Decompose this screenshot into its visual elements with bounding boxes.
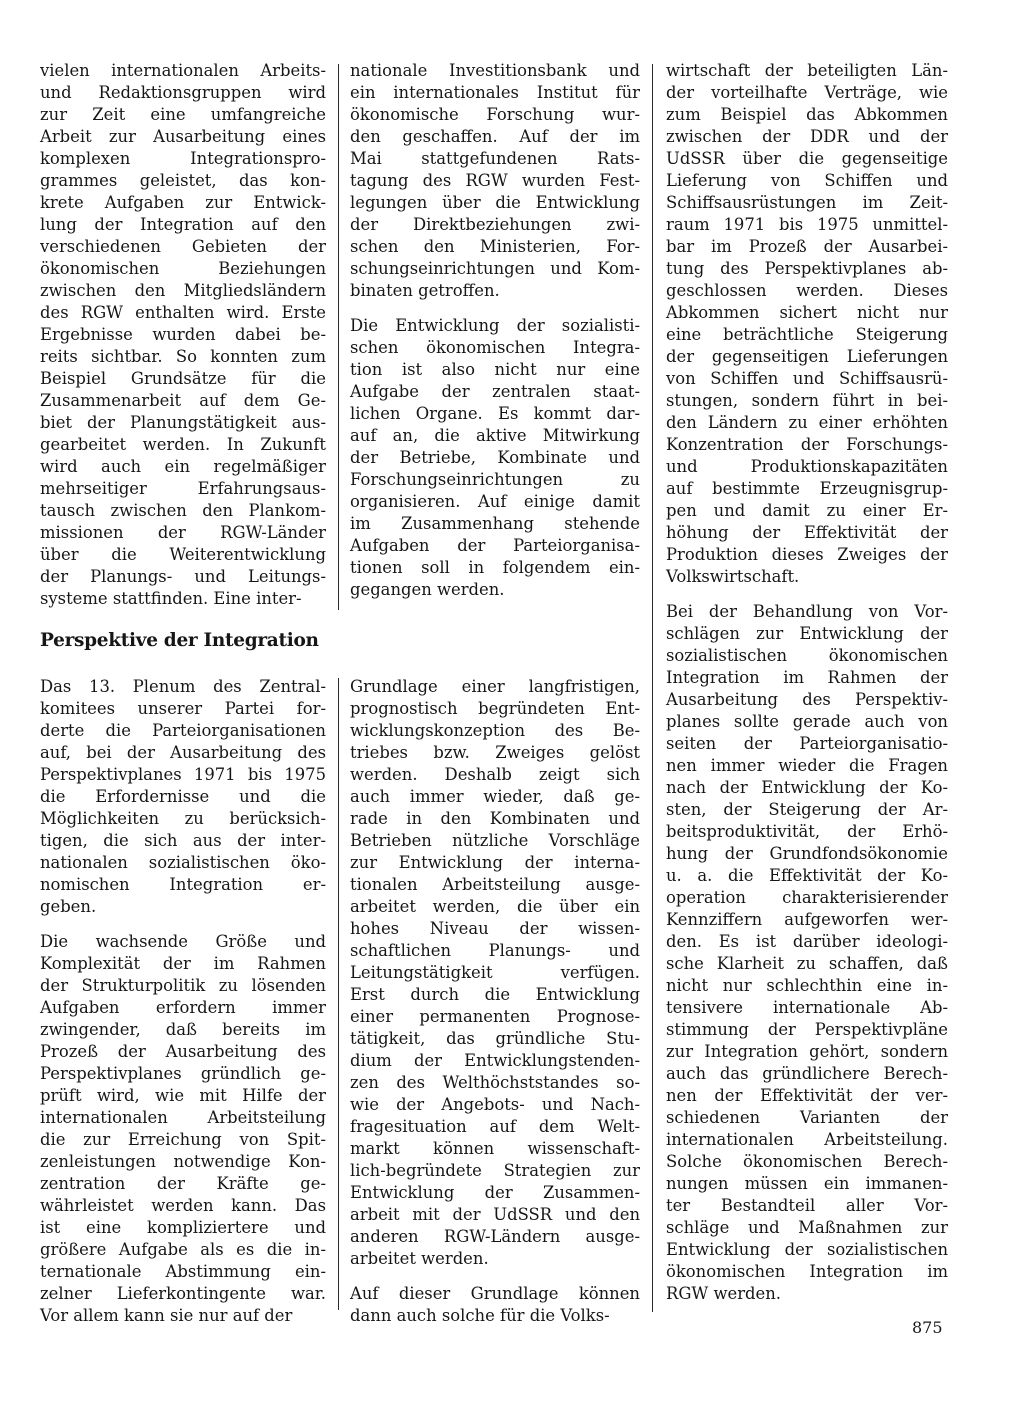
text-line: Perspektivplanes gründlich ge-: [40, 1064, 326, 1083]
text-line: geben.: [40, 897, 97, 916]
text-line: tung des Perspektivplanes ab-: [666, 259, 948, 278]
text-line: organisieren. Auf einige damit: [350, 492, 640, 511]
text-line: nen der Effektivität der ver-: [666, 1086, 948, 1105]
text-line: Möglichkeiten zu berücksich-: [40, 809, 326, 828]
text-line: gearbeitet werden. In Zukunft: [40, 435, 326, 454]
text-line: vielen internationalen Arbeits-: [40, 61, 326, 80]
text-line: auf an, die aktive Mitwirkung: [350, 426, 640, 445]
text-line: komitees unserer Partei for-: [40, 699, 326, 718]
text-line: planes sollte gerade auch von: [666, 712, 948, 731]
text-line: den. Es ist darüber ideologi-: [666, 932, 948, 951]
text-line: Prozeß der Ausarbeitung des: [40, 1042, 326, 1061]
text-line: tätigkeit, das gründliche Stu-: [350, 1029, 640, 1048]
text-line: der gegenseitigen Lieferungen: [666, 347, 948, 366]
paragraph: [350, 1283, 640, 1327]
paragraph: [40, 60, 326, 610]
text-line: binaten getroffen.: [350, 281, 500, 300]
text-line: zelner Lieferkontingente war.: [40, 1284, 326, 1303]
text-line: Aufgabe der zentralen staat-: [350, 382, 640, 401]
text-line: und Produktionskapazitäten: [666, 457, 948, 476]
column-1-top: [40, 60, 326, 610]
text-line: schläge und Maßnahmen zur: [666, 1218, 948, 1237]
text-line: und Redaktionsgruppen wird: [40, 83, 326, 102]
text-line: die Erfordernisse und die: [40, 787, 326, 806]
text-line: größere Aufgabe als es die in-: [40, 1240, 326, 1259]
text-line: hung der Grundfondsökonomie: [666, 844, 948, 863]
text-line: pen und damit zu einer Er-: [666, 501, 948, 520]
text-line: Grundlage einer langfristigen,: [350, 677, 640, 696]
text-line: internationalen Arbeitsteilung.: [666, 1130, 948, 1149]
text-line: Komplexität der im Rahmen: [40, 954, 326, 973]
text-line: beitsproduktivität, der Erhö-: [666, 822, 948, 841]
text-line: komplexen Integrationspro-: [40, 149, 326, 168]
text-line: schiedenen Varianten der: [666, 1108, 948, 1127]
text-line: zentration der Kräfte ge-: [40, 1174, 326, 1193]
text-line: lichen Organe. Es kommt dar-: [350, 404, 640, 423]
text-line: schaftlichen Planungs- und: [350, 941, 640, 960]
text-line: lung der Integration auf den: [40, 215, 326, 234]
text-line: nationalen sozialistischen öko-: [40, 853, 326, 872]
text-line: Erst durch die Entwicklung: [350, 985, 640, 1004]
text-line: zur Integration gehört, sondern: [666, 1042, 948, 1061]
text-line: schen den Ministerien, For-: [350, 237, 640, 256]
text-line: wirtschaft der beteiligten Län-: [666, 61, 948, 80]
paragraph: [40, 931, 326, 1327]
text-line: stungen, sondern führt in bei-: [666, 391, 948, 410]
text-line: gegangen werden.: [350, 580, 505, 599]
text-line: tausch zwischen den Plankom-: [40, 501, 326, 520]
text-line: tionen soll in folgendem ein-: [350, 558, 640, 577]
text-line: dium der Entwicklungstenden-: [350, 1051, 640, 1070]
text-line: Perspektivplanes 1971 bis 1975: [40, 765, 326, 784]
text-line: die zur Erreichung von Spit-: [40, 1130, 326, 1149]
text-line: Vor allem kann sie nur auf der: [40, 1306, 293, 1325]
text-line: von Schiffen und Schiffsausrü-: [666, 369, 948, 388]
paragraph: [350, 60, 640, 302]
text-line: raum 1971 bis 1975 unmittel-: [666, 215, 948, 234]
text-line: Solche ökonomischen Berech-: [666, 1152, 948, 1171]
text-line: wie der Angebots- und Nach-: [350, 1095, 640, 1114]
text-line: Leitungstätigkeit verfügen.: [350, 963, 640, 982]
text-line: Forschungseinrichtungen zu: [350, 470, 640, 489]
text-line: markt können wissenschaft-: [350, 1139, 640, 1158]
text-line: UdSSR über die gegenseitige: [666, 149, 948, 168]
text-line: internationalen Arbeitsteilung: [40, 1108, 326, 1127]
text-line: Betrieben nützliche Vorschläge: [350, 831, 640, 850]
text-line: auch das gründlichere Berech-: [666, 1064, 948, 1083]
text-line: nungen müssen ein immanen-: [666, 1174, 948, 1193]
paragraph: [666, 60, 948, 588]
text-line: Arbeit zur Ausarbeitung eines: [40, 127, 326, 146]
text-line: reits sichtbar. So konnten zum: [40, 347, 326, 366]
text-line: prognostisch begründeten Ent-: [350, 699, 640, 718]
column-rule: [338, 678, 339, 1310]
text-line: ist eine kompliziertere und: [40, 1218, 326, 1237]
text-line: nen immer wieder die Fragen: [666, 756, 948, 775]
text-line: schen ökonomischen Integra-: [350, 338, 640, 357]
text-line: zwischen der DDR und der: [666, 127, 948, 146]
text-line: sten, der Steigerung der Ar-: [666, 800, 948, 819]
text-line: auf bestimmte Erzeugnisgrup-: [666, 479, 948, 498]
text-line: Integration im Rahmen der: [666, 668, 948, 687]
text-line: der Planungs- und Leitungs-: [40, 567, 326, 586]
text-line: tion ist also nicht nur eine: [350, 360, 640, 379]
column-2-top: [350, 60, 640, 601]
text-line: Abkommen sichert nicht nur: [666, 303, 948, 322]
text-line: arbeitet werden, die über ein: [350, 897, 640, 916]
text-line: hohes Niveau der wissen-: [350, 919, 640, 938]
text-line: ökonomische Forschung wur-: [350, 105, 640, 124]
text-line: missionen der RGW-Länder: [40, 523, 326, 542]
text-line: Mai stattgefundenen Rats-: [350, 149, 640, 168]
text-line: sozialistischen ökonomischen: [666, 646, 948, 665]
column-2-bottom: [350, 676, 640, 1327]
text-line: Bei der Behandlung von Vor-: [666, 602, 948, 621]
text-line: schungseinrichtungen und Kom-: [350, 259, 640, 278]
text-line: seiten der Parteiorganisatio-: [666, 734, 948, 753]
text-line: Entwicklung der Zusammen-: [350, 1183, 640, 1202]
text-line: operation charakterisierender: [666, 888, 948, 907]
text-line: triebes bzw. Zweiges gelöst: [350, 743, 640, 762]
text-line: biet der Planungstätigkeit aus-: [40, 413, 326, 432]
text-line: zwischen den Mitgliedsländern: [40, 281, 326, 300]
text-line: systeme stattfinden. Eine inter-: [40, 589, 302, 608]
text-line: fragesituation auf dem Welt-: [350, 1117, 640, 1136]
text-line: den Ländern zu einer erhöhten: [666, 413, 948, 432]
text-line: tensivere internationale Ab-: [666, 998, 948, 1017]
text-line: arbeitet werden.: [350, 1249, 489, 1268]
text-line: u. a. die Effektivität der Ko-: [666, 866, 948, 885]
text-line: ökonomischen Integration im: [666, 1262, 948, 1281]
text-line: auch immer wieder, daß ge-: [350, 787, 640, 806]
text-line: tigen, die sich aus der inter-: [40, 831, 326, 850]
text-line: ter Bestandteil aller Vor-: [666, 1196, 948, 1215]
paragraph: [350, 676, 640, 1270]
text-line: Aufgaben der Parteiorganisa-: [350, 536, 640, 555]
column-rule: [652, 64, 653, 1312]
section-heading: Perspektive der Integration: [40, 630, 319, 651]
text-line: höhung der Effektivität der: [666, 523, 948, 542]
text-line: krete Aufgaben zur Entwick-: [40, 193, 326, 212]
text-line: der vorteilhafte Verträge, wie: [666, 83, 948, 102]
text-line: dann auch solche für die Volks-: [350, 1306, 610, 1325]
text-line: Kennziffern aufgeworfen wer-: [666, 910, 948, 929]
text-line: Beispiel Grundsätze für die: [40, 369, 326, 388]
text-line: Die wachsende Größe und: [40, 932, 326, 951]
text-line: Ausarbeitung des Perspektiv-: [666, 690, 948, 709]
text-line: ein internationales Institut für: [350, 83, 640, 102]
text-line: legungen über die Entwicklung: [350, 193, 640, 212]
text-line: Konzentration der Forschungs-: [666, 435, 948, 454]
text-line: über die Weiterentwicklung: [40, 545, 326, 564]
text-line: des RGW enthalten wird. Erste: [40, 303, 326, 322]
text-line: Aufgaben erfordern immer: [40, 998, 326, 1017]
text-line: Volkswirtschaft.: [666, 567, 800, 586]
text-line: Die Entwicklung der sozialisti-: [350, 316, 640, 335]
paragraph: [666, 601, 948, 1305]
text-line: nationale Investitionsbank und: [350, 61, 640, 80]
text-line: Lieferung von Schiffen und: [666, 171, 948, 190]
text-line: im Zusammenhang stehende: [350, 514, 640, 533]
text-line: nicht nur schlechthin eine in-: [666, 976, 948, 995]
text-line: wird auch ein regelmäßiger: [40, 457, 326, 476]
text-line: verschiedenen Gebieten der: [40, 237, 326, 256]
text-line: nomischen Integration er-: [40, 875, 326, 894]
text-line: rade in den Kombinaten und: [350, 809, 640, 828]
text-line: prüft wird, wie mit Hilfe der: [40, 1086, 326, 1105]
text-line: Schiffsausrüstungen im Zeit-: [666, 193, 948, 212]
text-line: zwingender, daß bereits im: [40, 1020, 326, 1039]
text-line: tagung des RGW wurden Fest-: [350, 171, 640, 190]
text-line: Zusammenarbeit auf dem Ge-: [40, 391, 326, 410]
text-line: ökonomischen Beziehungen: [40, 259, 326, 278]
text-line: geschlossen werden. Dieses: [666, 281, 948, 300]
text-line: RGW werden.: [666, 1284, 782, 1303]
page-number: 875: [912, 1318, 943, 1337]
text-line: Das 13. Plenum des Zentral-: [40, 677, 326, 696]
text-line: zum Beispiel das Abkommen: [666, 105, 948, 124]
text-line: ternationale Abstimmung ein-: [40, 1262, 326, 1281]
paragraph: [350, 315, 640, 601]
text-line: mehrseitiger Erfahrungsaus-: [40, 479, 326, 498]
text-line: der Direktbeziehungen zwi-: [350, 215, 640, 234]
text-line: bar im Prozeß der Ausarbei-: [666, 237, 948, 256]
text-line: werden. Deshalb zeigt sich: [350, 765, 640, 784]
text-line: zen des Welthöchststandes so-: [350, 1073, 640, 1092]
text-line: tionalen Arbeitsteilung ausge-: [350, 875, 640, 894]
text-line: einer permanenten Prognose-: [350, 1007, 640, 1026]
text-line: schlägen zur Entwicklung der: [666, 624, 948, 643]
paragraph: [40, 676, 326, 918]
text-line: der Betriebe, Kombinate und: [350, 448, 640, 467]
text-line: derte die Parteiorganisationen: [40, 721, 326, 740]
text-line: Produktion dieses Zweiges der: [666, 545, 948, 564]
text-line: anderen RGW-Ländern ausge-: [350, 1227, 640, 1246]
text-line: der Strukturpolitik zu lösenden: [40, 976, 326, 995]
text-line: auf, bei der Ausarbeitung des: [40, 743, 326, 762]
text-line: sche Klarheit zu schaffen, daß: [666, 954, 948, 973]
text-line: Ergebnisse wurden dabei be-: [40, 325, 326, 344]
text-line: Auf dieser Grundlage können: [350, 1284, 640, 1303]
column-rule: [338, 64, 339, 610]
text-line: grammes geleistet, das kon-: [40, 171, 326, 190]
text-line: währleistet werden kann. Das: [40, 1196, 326, 1215]
text-line: nach der Entwicklung der Ko-: [666, 778, 948, 797]
text-line: zur Entwicklung der interna-: [350, 853, 640, 872]
text-line: Entwicklung der sozialistischen: [666, 1240, 948, 1259]
text-line: eine beträchtliche Steigerung: [666, 325, 948, 344]
text-line: wicklungskonzeption des Be-: [350, 721, 640, 740]
column-3: [666, 60, 948, 1305]
column-1-bottom: [40, 676, 326, 1327]
text-line: zur Zeit eine umfangreiche: [40, 105, 326, 124]
text-line: den geschaffen. Auf der im: [350, 127, 640, 146]
text-line: arbeit mit der UdSSR und den: [350, 1205, 640, 1224]
text-line: zenleistungen notwendige Kon-: [40, 1152, 326, 1171]
text-line: stimmung der Perspektivpläne: [666, 1020, 948, 1039]
text-line: lich-begründete Strategien zur: [350, 1161, 640, 1180]
